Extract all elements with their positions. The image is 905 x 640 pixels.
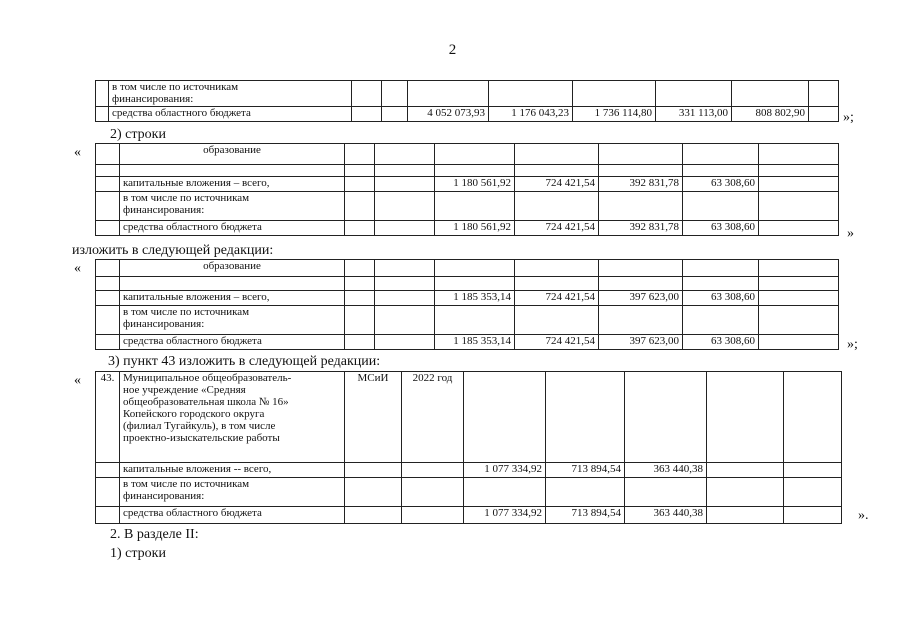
table-row bbox=[96, 478, 842, 507]
section-title: образование bbox=[120, 144, 345, 165]
open-quote-2: « bbox=[74, 145, 81, 160]
description-line: проектно-изыскательские работы bbox=[123, 432, 280, 444]
budget-label: средства областного бюджета bbox=[120, 221, 345, 236]
capital-label: капитальные вложения – всего, bbox=[120, 291, 345, 306]
value-cell: 392 831,78 bbox=[599, 221, 683, 236]
value-cell: 1 736 114,80 bbox=[573, 107, 656, 122]
table-row bbox=[96, 165, 839, 177]
page-number: 2 bbox=[448, 42, 457, 58]
source-label-line-2: финансирования: bbox=[123, 490, 205, 502]
value-cell: 1 185 353,14 bbox=[435, 335, 515, 350]
description-line: ное учреждение «Средняя bbox=[123, 384, 246, 396]
table-row bbox=[96, 306, 839, 335]
table-row bbox=[96, 372, 842, 463]
budget-label: средства областного бюджета bbox=[120, 507, 345, 524]
value-cell: 63 308,60 bbox=[683, 177, 759, 192]
table-row bbox=[96, 335, 839, 350]
value-cell: 363 440,38 bbox=[625, 463, 707, 478]
value-cell: 363 440,38 bbox=[625, 507, 707, 524]
close-quote-1: »; bbox=[843, 110, 854, 125]
heading-item-43: 3) пункт 43 изложить в следующей редакции: bbox=[108, 354, 381, 369]
description-line: общеобразовательная школа № 16» bbox=[123, 396, 289, 408]
section-title: образование bbox=[120, 260, 345, 277]
budget-label: средства областного бюджета bbox=[120, 335, 345, 350]
year-cell: 2022 год bbox=[402, 372, 464, 463]
source-label-line-2: финансирования: bbox=[123, 318, 205, 330]
table-row bbox=[96, 81, 839, 107]
value-cell: 724 421,54 bbox=[515, 221, 599, 236]
value-cell: 1 180 561,92 bbox=[435, 221, 515, 236]
open-quote-4: « bbox=[74, 373, 81, 388]
value-cell: 713 894,54 bbox=[546, 507, 625, 524]
value-cell: 63 308,60 bbox=[683, 291, 759, 306]
value-cell: 1 077 334,92 bbox=[464, 507, 546, 524]
table-row bbox=[96, 507, 842, 524]
table-row bbox=[96, 177, 839, 192]
capital-label: капитальные вложения -- всего, bbox=[120, 463, 345, 478]
description-line: Муниципальное общеобразователь- bbox=[123, 372, 292, 384]
value-cell: 1 180 561,92 bbox=[435, 177, 515, 192]
section-heading: 2. В разделе II: bbox=[110, 527, 199, 542]
table-row bbox=[96, 144, 839, 165]
open-quote-3: « bbox=[74, 261, 81, 276]
heading-rows: 2) строки bbox=[110, 127, 166, 142]
source-label-line-2: финансирования: bbox=[123, 204, 205, 216]
source-label-line-1: в том числе по источникам bbox=[123, 306, 250, 318]
table-row bbox=[96, 221, 839, 236]
value-cell: 63 308,60 bbox=[683, 335, 759, 350]
source-label-line-2: финансирования: bbox=[112, 93, 194, 105]
budget-label: средства областного бюджета bbox=[109, 107, 352, 122]
table-row bbox=[96, 277, 839, 291]
value-cell: 392 831,78 bbox=[599, 177, 683, 192]
table-row bbox=[96, 291, 839, 306]
table-row bbox=[96, 107, 839, 122]
close-quote-3: »; bbox=[847, 337, 858, 352]
value-cell: 724 421,54 bbox=[515, 335, 599, 350]
table-row bbox=[96, 463, 842, 478]
value-cell: 1 077 334,92 bbox=[464, 463, 546, 478]
heading-replace: изложить в следующей редакции: bbox=[72, 243, 274, 258]
description-line: (филиал Тугайкуль), в том числе bbox=[123, 420, 276, 432]
table-block-2 bbox=[95, 143, 839, 236]
description-line: Копейского городского округа bbox=[123, 408, 265, 420]
close-quote-2: » bbox=[847, 226, 854, 241]
value-cell: 713 894,54 bbox=[546, 463, 625, 478]
value-cell: 1 176 043,23 bbox=[489, 107, 573, 122]
table-block-4 bbox=[95, 371, 842, 524]
source-label-line-1: в том числе по источникам bbox=[112, 81, 239, 93]
table-row bbox=[96, 260, 839, 277]
value-cell: 397 623,00 bbox=[599, 335, 683, 350]
value-cell: 397 623,00 bbox=[599, 291, 683, 306]
rows-heading: 1) строки bbox=[110, 546, 166, 561]
table-row bbox=[96, 192, 839, 221]
value-cell: 724 421,54 bbox=[515, 177, 599, 192]
value-cell: 724 421,54 bbox=[515, 291, 599, 306]
value-cell: 1 185 353,14 bbox=[435, 291, 515, 306]
source-label-line-1: в том числе по источникам bbox=[123, 478, 250, 490]
value-cell: 63 308,60 bbox=[683, 221, 759, 236]
source-label-line-1: в том числе по источникам bbox=[123, 192, 250, 204]
table-block-1 bbox=[95, 80, 839, 122]
value-cell: 331 113,00 bbox=[656, 107, 732, 122]
table-block-3 bbox=[95, 259, 839, 350]
capital-label: капитальные вложения – всего, bbox=[120, 177, 345, 192]
value-cell: 808 802,90 bbox=[732, 107, 809, 122]
close-quote-4: ». bbox=[858, 508, 869, 523]
value-cell: 4 052 073,93 bbox=[408, 107, 489, 122]
item-number: 43. bbox=[96, 372, 120, 463]
agency-cell: МСиИ bbox=[345, 372, 402, 463]
